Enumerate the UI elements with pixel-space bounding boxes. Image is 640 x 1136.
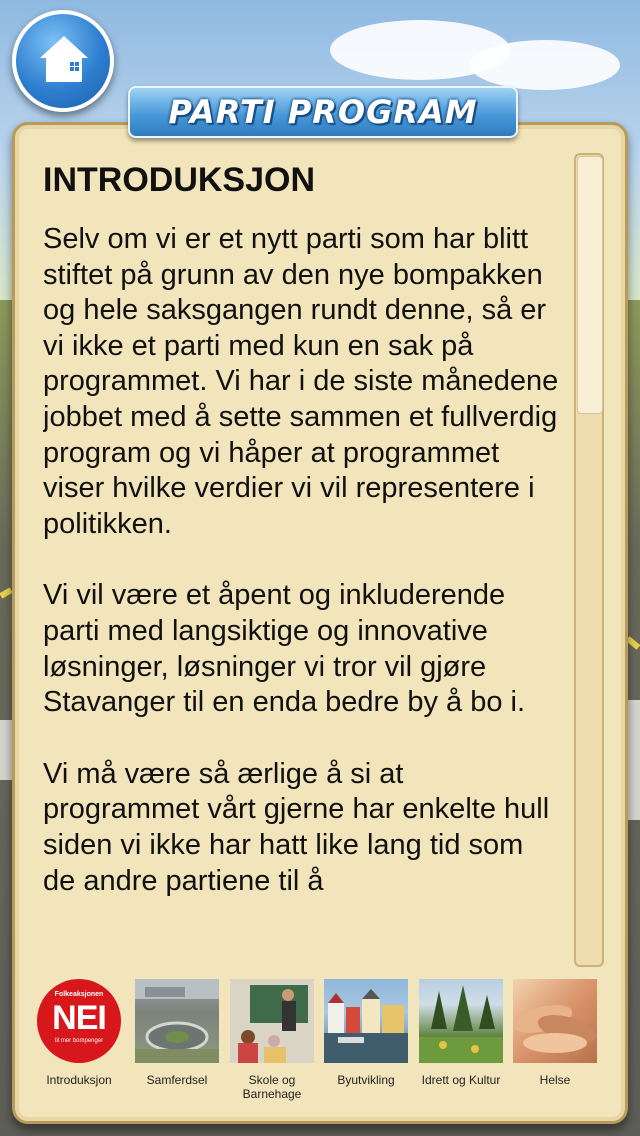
section-heading: INTRODUKSJON xyxy=(43,161,316,199)
paragraph: Selv om vi er et nytt parti som har blitt stiftet på grunn av den nye bompakken og hele saksgangen rundt denne, så er vi ikke et parti med kun en sak på programmet. Vi har i de siste månedene jobbet med å sette sammen et fullverdig program og vi håper at programmet viser hvilke verdier vi vil representere i politikken. xyxy=(43,223,559,540)
category-label: Samferdsel xyxy=(146,1073,208,1087)
home-icon xyxy=(36,32,92,88)
content-scroll-area[interactable] xyxy=(43,153,563,961)
harbor-houses-photo-icon xyxy=(324,979,408,1063)
category-label: Idrett og Kultur xyxy=(421,1073,501,1087)
category-label: Byutvikling xyxy=(337,1073,395,1087)
category-label: Helse xyxy=(539,1073,571,1087)
category-label: Skole og Barnehage xyxy=(242,1073,302,1101)
scrollbar-thumb[interactable] xyxy=(577,156,603,414)
classroom-photo-icon xyxy=(230,979,314,1063)
paragraph: Vi må være så ærlige å si at programmet vårt gjerne har enkelte hull siden vi ikke har hatt like lang tid som de andre partiene til å xyxy=(43,757,550,897)
logo-top-text: Folkeaksjonen xyxy=(54,991,104,998)
background-crosswalk xyxy=(628,700,640,820)
category-helse[interactable] xyxy=(513,979,597,1087)
home-button[interactable] xyxy=(12,10,114,112)
category-bar xyxy=(37,979,611,1119)
background-cloud xyxy=(470,40,620,90)
logo-bottom-text: til mer bompenger xyxy=(54,1038,104,1044)
hands-photo-icon xyxy=(513,979,597,1063)
category-idrett-og-kultur[interactable] xyxy=(419,979,503,1087)
category-skole-og-barnehage[interactable] xyxy=(230,979,314,1101)
category-label: Introduksjon xyxy=(46,1073,112,1087)
nei-logo-icon xyxy=(37,979,121,1063)
page-title: PARTI PROGRAM xyxy=(168,93,478,131)
park-photo-icon xyxy=(419,979,503,1063)
category-byutvikling[interactable] xyxy=(324,979,408,1087)
nei-logo xyxy=(37,979,121,1063)
scrollbar-track[interactable] xyxy=(574,153,604,967)
category-introduksjon[interactable] xyxy=(37,979,121,1087)
roundabout-photo-icon xyxy=(135,979,219,1063)
logo-big-text: NEI xyxy=(52,999,106,1037)
paragraph: Vi vil være et åpent og inkluderende parti med langsiktige og innovative løsninger, løsninger vi tror vil gjøre Stavanger til en enda bedre by å bo i. xyxy=(43,579,526,719)
title-banner xyxy=(128,86,518,138)
category-samferdsel[interactable] xyxy=(135,979,219,1087)
content-panel xyxy=(12,122,628,1124)
background-crosswalk xyxy=(0,720,12,780)
